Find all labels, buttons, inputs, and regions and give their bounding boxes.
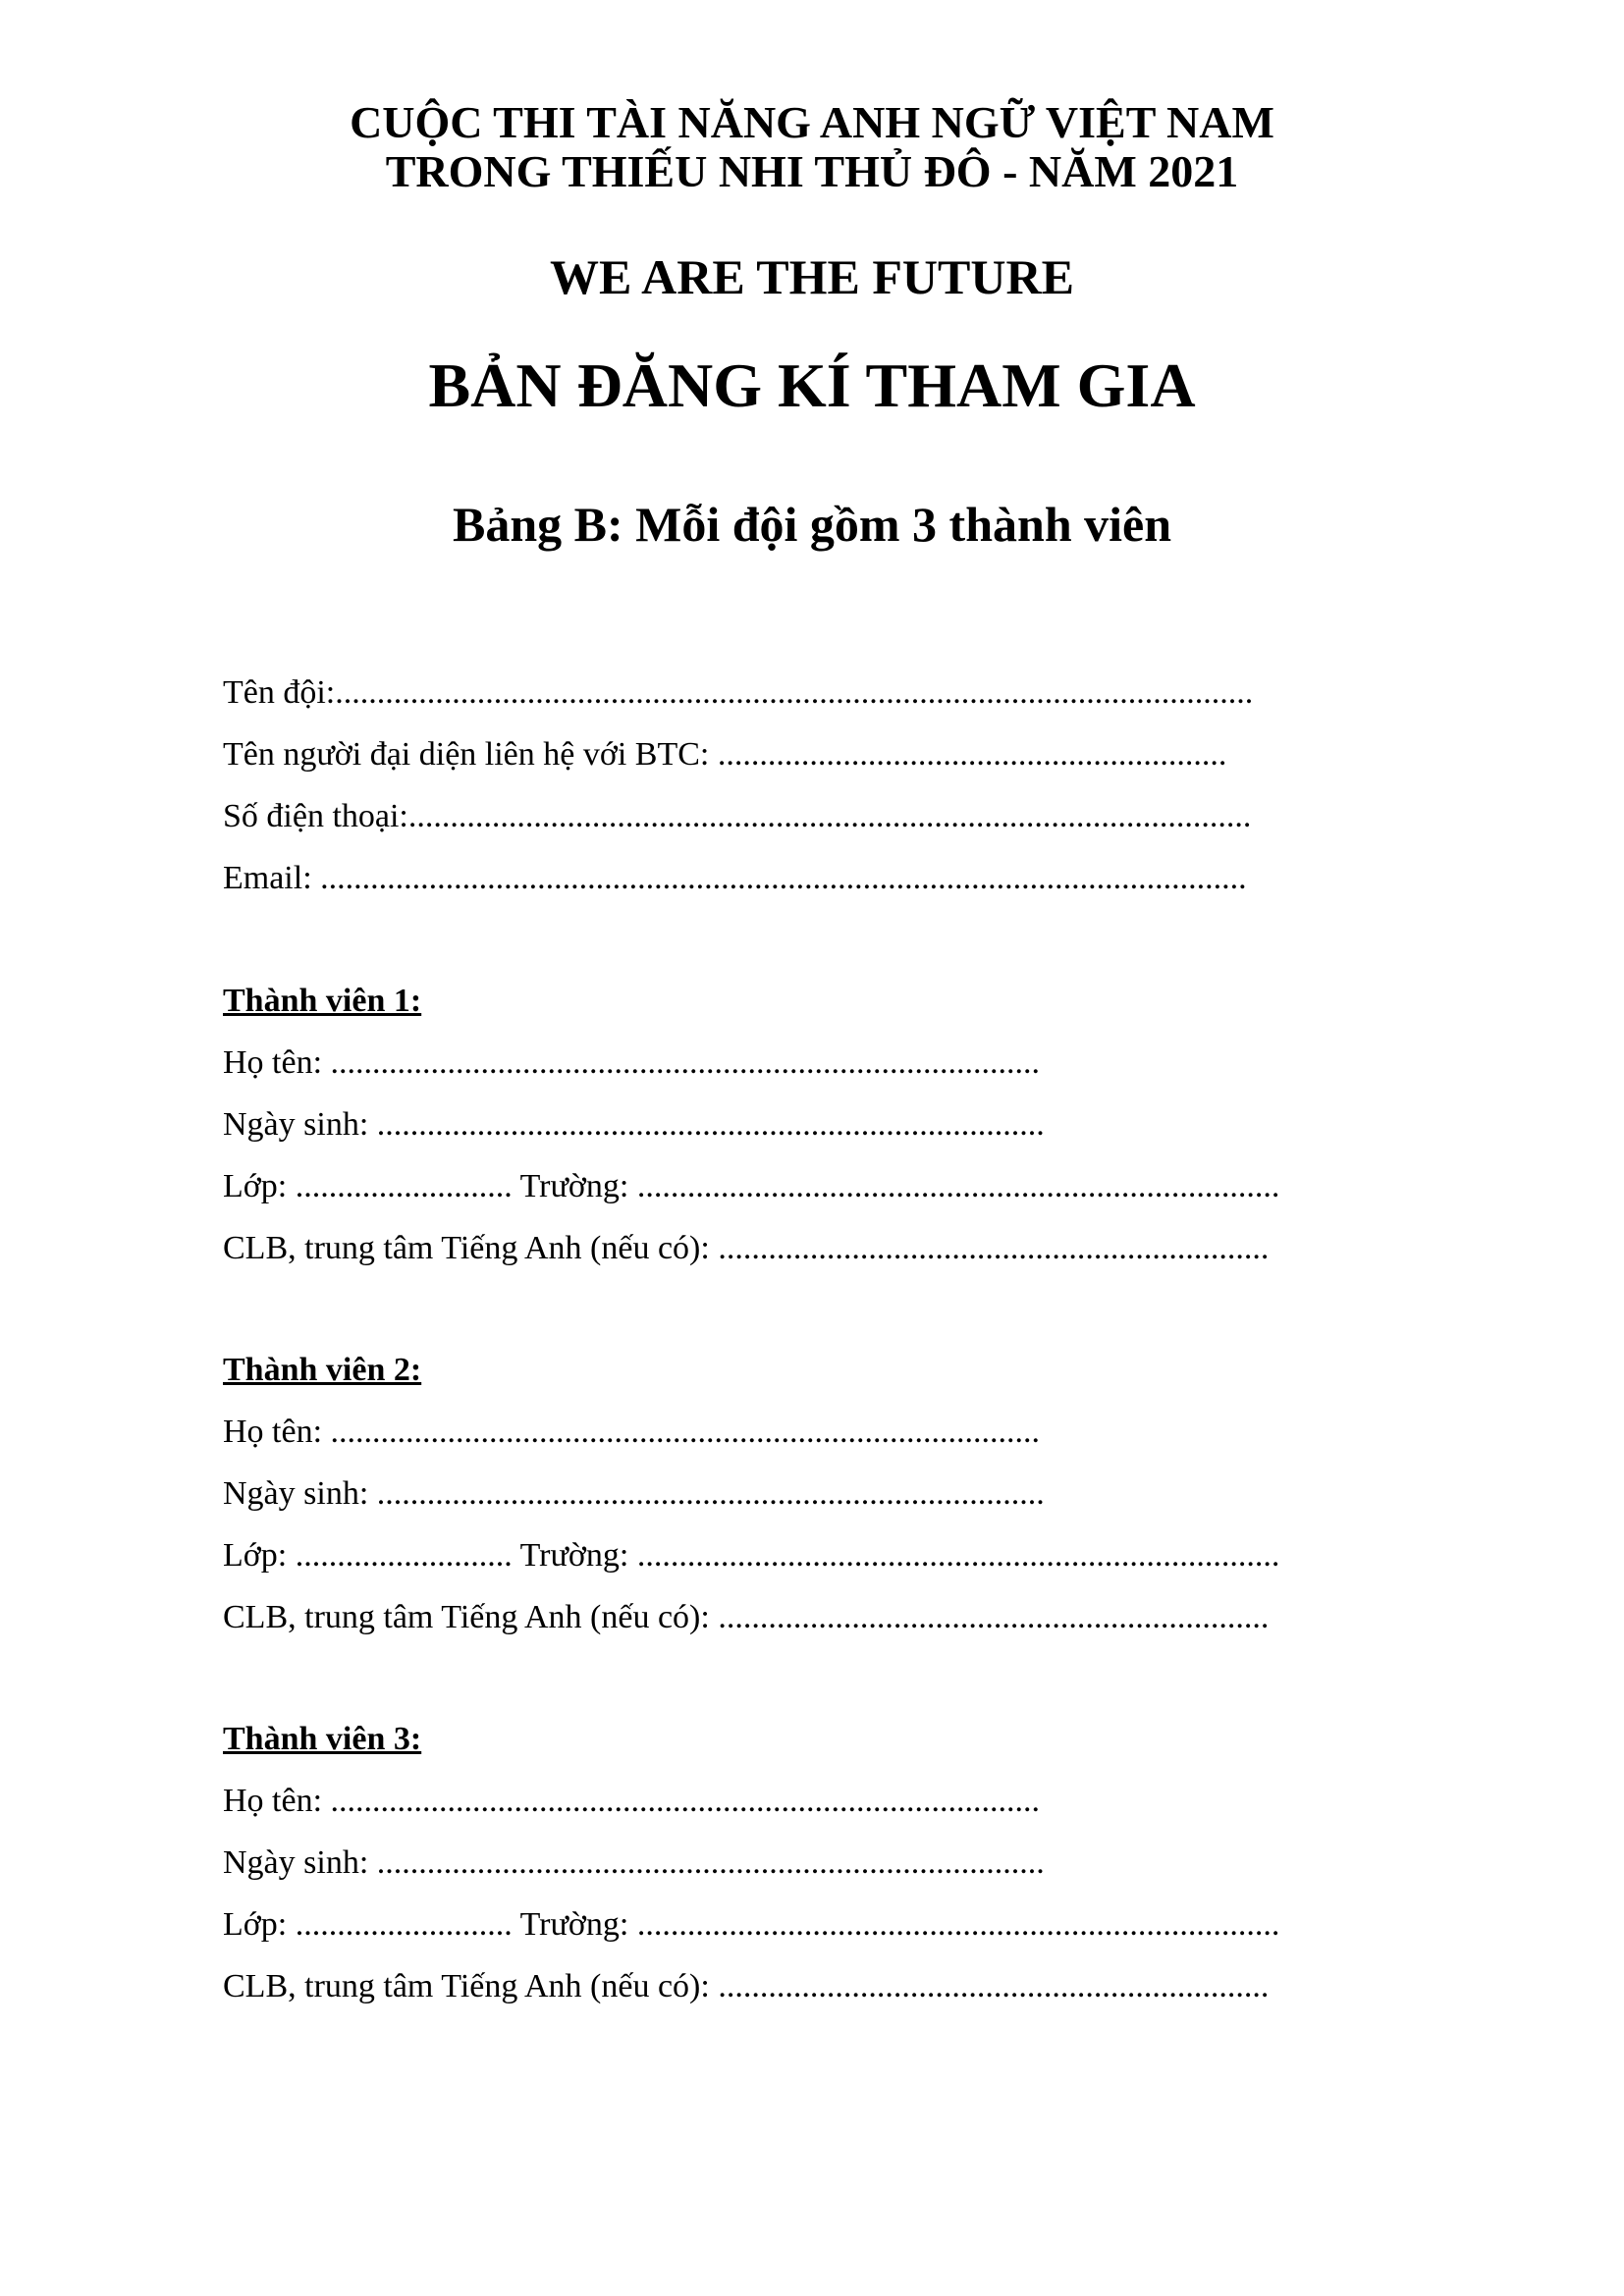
member-2-name-field[interactable]: Họ tên: ..................................................................................... — [223, 1414, 1041, 1450]
member-1-name-field[interactable]: Họ tên: ..................................................................................... — [223, 1044, 1041, 1081]
member-3-title: Thành viên 3: — [223, 1721, 422, 1757]
representative-field[interactable]: Tên người đại diện liên hệ với BTC: ............................................................. — [223, 736, 1227, 773]
form-subtitle: Bảng B: Mỗi đội gồm 3 thành viên — [452, 497, 1172, 552]
email-field[interactable]: Email: ............................................................................................................... — [223, 860, 1247, 896]
contest-title-line2: TRONG THIẾU NHI THỦ ĐÔ - NĂM 2021 — [385, 146, 1239, 196]
member-1-title: Thành viên 1: — [223, 983, 422, 1019]
member-3-name-field[interactable]: Họ tên: ..................................................................................... — [223, 1783, 1041, 1819]
form-title: BẢN ĐĂNG KÍ THAM GIA — [428, 350, 1196, 420]
member-2-club-field[interactable]: CLB, trung tâm Tiếng Anh (nếu có): .................................................................. — [223, 1599, 1270, 1635]
member-3-class-school-field[interactable]: Lớp: .......................... Trường: ............................................................................. — [223, 1906, 1280, 1943]
member-2-dob-field[interactable]: Ngày sinh: ................................................................................ — [223, 1475, 1045, 1512]
member-1-class-school-field[interactable]: Lớp: .......................... Trường: ............................................................................. — [223, 1168, 1280, 1204]
member-3-club-field[interactable]: CLB, trung tâm Tiếng Anh (nếu có): .................................................................. — [223, 1968, 1270, 2004]
member-1-dob-field[interactable]: Ngày sinh: ................................................................................ — [223, 1106, 1045, 1143]
member-3-dob-field[interactable]: Ngày sinh: ................................................................................ — [223, 1844, 1045, 1881]
member-1-club-field[interactable]: CLB, trung tâm Tiếng Anh (nếu có): .................................................................. — [223, 1230, 1270, 1266]
member-2-title: Thành viên 2: — [223, 1352, 422, 1388]
member-2-class-school-field[interactable]: Lớp: .......................... Trường: ............................................................................. — [223, 1537, 1280, 1574]
slogan: WE ARE THE FUTURE — [550, 249, 1074, 304]
phone-field[interactable]: Số điện thoại:..................................................................................................... — [223, 798, 1252, 834]
contest-title-line1: CUỘC THI TÀI NĂNG ANH NGỮ VIỆT NAM — [350, 97, 1274, 147]
team-name-field[interactable]: Tên đội:.............................................................................................................. — [223, 674, 1254, 711]
